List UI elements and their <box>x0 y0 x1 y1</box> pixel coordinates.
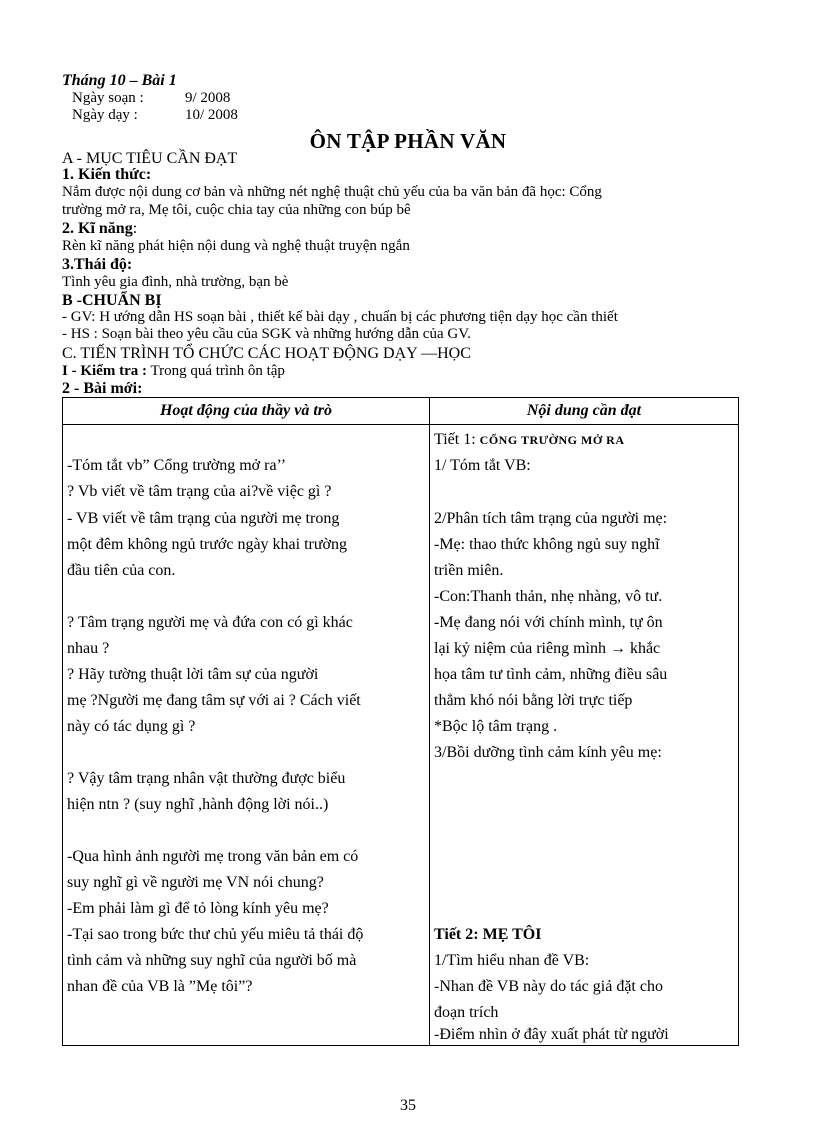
section-c-heading: C. TIẾN TRÌNH TỔ CHỨC CÁC HOẠT ĐỘNG DẠY —HỌC <box>62 345 471 362</box>
student-prep-text: - HS : Soạn bài theo yêu cầu của SGK và những hướng dẫn của GV. <box>62 326 471 342</box>
new-lesson-label: 2 - Bài mới: <box>62 380 143 397</box>
activity-line: nhau ? <box>67 640 110 657</box>
teacher-prep-text: - GV: H ướng dẫn HS soạn bài , thiết kế bài dạy , chuẩn bị các phương tiện dạy học cần thiết <box>62 309 618 325</box>
page-number: 35 <box>400 1097 416 1114</box>
check-text: Trong quá trình ôn tập <box>146 363 285 379</box>
activity-line: suy nghĩ gì về người mẹ VN nói chung? <box>67 874 324 891</box>
lesson-1-title: CỔNG TRƯỜNG MỞ RA <box>479 433 625 447</box>
content-line: 1/ Tóm tắt VB: <box>434 457 531 474</box>
lesson-2-heading: Tiết 2: MẸ TÔI <box>434 926 542 943</box>
activity-line: -Tóm tắt vb” Cổng trường mở ra’’ <box>67 457 287 474</box>
activity-line: này có tác dụng gì ? <box>67 718 196 735</box>
content-line: -Nhan đề VB này do tác giả đặt cho <box>434 978 663 995</box>
skills-heading: 2. Kĩ năng <box>62 220 133 237</box>
activity-line: mẹ ?Người mẹ đang tâm sự với ai ? Cách viết <box>67 692 361 709</box>
knowledge-heading: 1. Kiến thức: <box>62 166 152 183</box>
skills-text: Rèn kĩ năng phát hiện nội dung và nghệ thuật truyện ngắn <box>62 238 410 254</box>
prep-date-value: 9/ 2008 <box>185 90 231 106</box>
activity-line: ? Vậy tâm trạng nhân vật thường được biểu <box>67 770 346 787</box>
prep-date-label: Ngày soạn : <box>72 90 144 106</box>
skills-heading-row <box>62 220 137 238</box>
activity-line: tình cảm và những suy nghĩ của người bố mà <box>67 952 357 969</box>
teach-date-value: 10/ 2008 <box>185 107 238 123</box>
check-label: I - Kiểm tra : <box>62 363 147 379</box>
attitude-text: Tình yêu gia đình, nhà trường, bạn bè <box>62 274 289 290</box>
activity-line: ? Vb viết về tâm trạng của ai?về việc gì ? <box>67 483 332 500</box>
skills-colon: : <box>132 220 138 237</box>
content-cell <box>430 425 739 1046</box>
lesson-1-heading <box>434 430 625 450</box>
content-line: -Mẹ: thao thức không ngủ suy nghĩ <box>434 536 660 553</box>
section-b-heading: B -CHUẨN BỊ <box>62 292 162 309</box>
activity-line: -Qua hình ảnh người mẹ trong văn bản em có <box>67 848 359 865</box>
activity-line: ? Hãy tường thuật lời tâm sự của người <box>67 666 319 683</box>
knowledge-text-2: trường mở ra, Mẹ tôi, cuộc chia tay của những con búp bê <box>62 202 411 218</box>
table-header-row <box>63 398 739 425</box>
content-line: đoạn trích <box>434 1004 499 1021</box>
content-line: -Con:Thanh thản, nhẹ nhàng, vô tư. <box>434 588 663 605</box>
content-line: -Điểm nhìn ở đây xuất phát từ người <box>434 1026 669 1043</box>
content-line: 1/Tìm hiểu nhan đề VB: <box>434 952 590 969</box>
content-line: 3/Bồi dưỡng tình cảm kính yêu mẹ: <box>434 744 662 761</box>
content-line: -Mẹ đang nói với chính mình, tự ôn <box>434 614 663 631</box>
activity-line: nhan đề của VB là ”Mẹ tôi”? <box>67 978 253 995</box>
page-title: ÔN TẬP PHẦN VĂN <box>309 129 507 153</box>
section-a-heading: A - MỤC TIÊU CẦN ĐẠT <box>62 150 238 167</box>
activity-line: - VB viết về tâm trạng của người mẹ trong <box>67 510 340 527</box>
content-line: *Bộc lộ tâm trạng . <box>434 718 558 735</box>
activity-line: ? Tâm trạng người mẹ và đứa con có gì khác <box>67 614 353 631</box>
teach-date-label: Ngày dạy : <box>72 107 138 123</box>
lesson-month-title: Tháng 10 – Bài 1 <box>62 72 177 89</box>
col-header-activities: Hoạt động của thầy và trò <box>63 398 430 425</box>
content-line: thẳm khó nói bằng lời trực tiếp <box>434 692 633 709</box>
activities-cell <box>63 425 430 1046</box>
knowledge-text-1: Nắm được nội dung cơ bản và những nét nghệ thuật chủ yếu của ba văn bản đã học: Cổng <box>62 184 602 200</box>
prep-date-row <box>72 90 230 107</box>
content-line: lại kỷ niệm của riêng mình → khắc <box>434 640 661 657</box>
lesson-1-prefix: Tiết 1: <box>434 431 480 448</box>
activity-line: -Em phải làm gì để tỏ lòng kính yêu mẹ? <box>67 900 329 917</box>
activity-line: một đêm không ngủ trước ngày khai trường <box>67 536 347 553</box>
table-body-row <box>63 425 739 1046</box>
content-line: triền miên. <box>434 562 504 579</box>
activity-line: đầu tiên của con. <box>67 562 176 579</box>
content-line: họa tâm tư tình cảm, những điều sâu <box>434 666 668 683</box>
teach-date-row <box>72 107 238 124</box>
activity-line: hiện ntn ? (suy nghĩ ,hành động lời nói..) <box>67 796 329 813</box>
attitude-heading: 3.Thái độ: <box>62 256 133 273</box>
col-header-content: Nội dung cần đạt <box>430 398 739 425</box>
activity-line: -Tại sao trong bức thư chủ yếu miêu tả thái độ <box>67 926 364 943</box>
content-line: 2/Phân tích tâm trạng của người mẹ: <box>434 510 668 527</box>
lesson-activity-table <box>62 397 739 1046</box>
check-row <box>62 363 285 380</box>
